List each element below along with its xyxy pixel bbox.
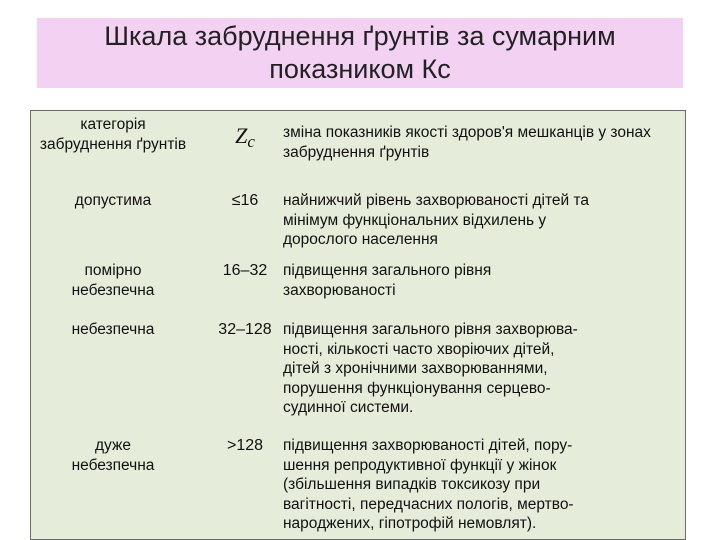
row-change-line: ності, кількості часто хворіючих дітей, <box>283 340 555 358</box>
row-change-line: народжених, гіпотрофій немовлят). <box>283 515 537 533</box>
row-category-line: помірно <box>84 262 142 279</box>
header-zc-sub: c <box>247 132 255 151</box>
row-category <box>39 436 187 476</box>
row-zc: 16–32 <box>222 262 268 279</box>
slide-title-line-2: показником Кс <box>269 54 451 84</box>
row-change-line: захворюваності <box>283 281 396 299</box>
row-category-line: небезпечна <box>71 282 155 299</box>
slide-title <box>104 20 615 86</box>
row-change <box>283 436 683 534</box>
row-change <box>283 191 683 250</box>
row-change-line: дітей з хронічними захворюваннями, <box>283 360 548 378</box>
row-change <box>283 261 683 300</box>
row-category <box>39 261 187 301</box>
header-zc-main: Z <box>235 123 248 148</box>
row-change-line: найнижчий рівень захворюваності дітей та <box>283 192 590 209</box>
row-zc: 32–128 <box>218 321 272 338</box>
row-category-line: небезпечна <box>71 457 155 474</box>
row-change-line: підвищення захворюваності дітей, пору- <box>283 437 573 454</box>
header-change: зміна показників якості здоров'я мешканців у зонах забруднення ґрунтів <box>283 124 651 161</box>
slide-title-box <box>37 18 683 88</box>
header-zc <box>193 123 297 151</box>
row-category: допустима <box>74 192 152 209</box>
row-change-line: підвищення загального рівня <box>283 262 492 279</box>
row-category: небезпечна <box>71 321 155 338</box>
row-category-line: дуже <box>95 437 131 454</box>
row-change-line: мінімум функціональних відхилень у <box>283 211 547 229</box>
row-zc: >128 <box>226 437 264 454</box>
pollution-scale-table <box>30 110 686 540</box>
row-change-line: судинної системи. <box>283 399 414 417</box>
row-change <box>283 320 683 418</box>
row-change-line: дорослого населення <box>283 231 438 249</box>
row-change-line: підвищення загального рівня захворюва- <box>283 321 578 338</box>
row-zc: ≤16 <box>231 192 259 209</box>
row-change-line: вагітності, передчасних пологів, мертво- <box>283 495 574 513</box>
row-change-line: шення репродуктивної функції у жінок <box>283 456 557 474</box>
row-change-line: (збільшення випадків токсикозу при <box>283 476 541 494</box>
header-category: категорія забруднення ґрунтів <box>39 116 187 153</box>
slide-title-line-1: Шкала забруднення ґрунтів за сумарним <box>104 21 616 51</box>
row-change-line: порушення функціонування серцево- <box>283 379 551 397</box>
